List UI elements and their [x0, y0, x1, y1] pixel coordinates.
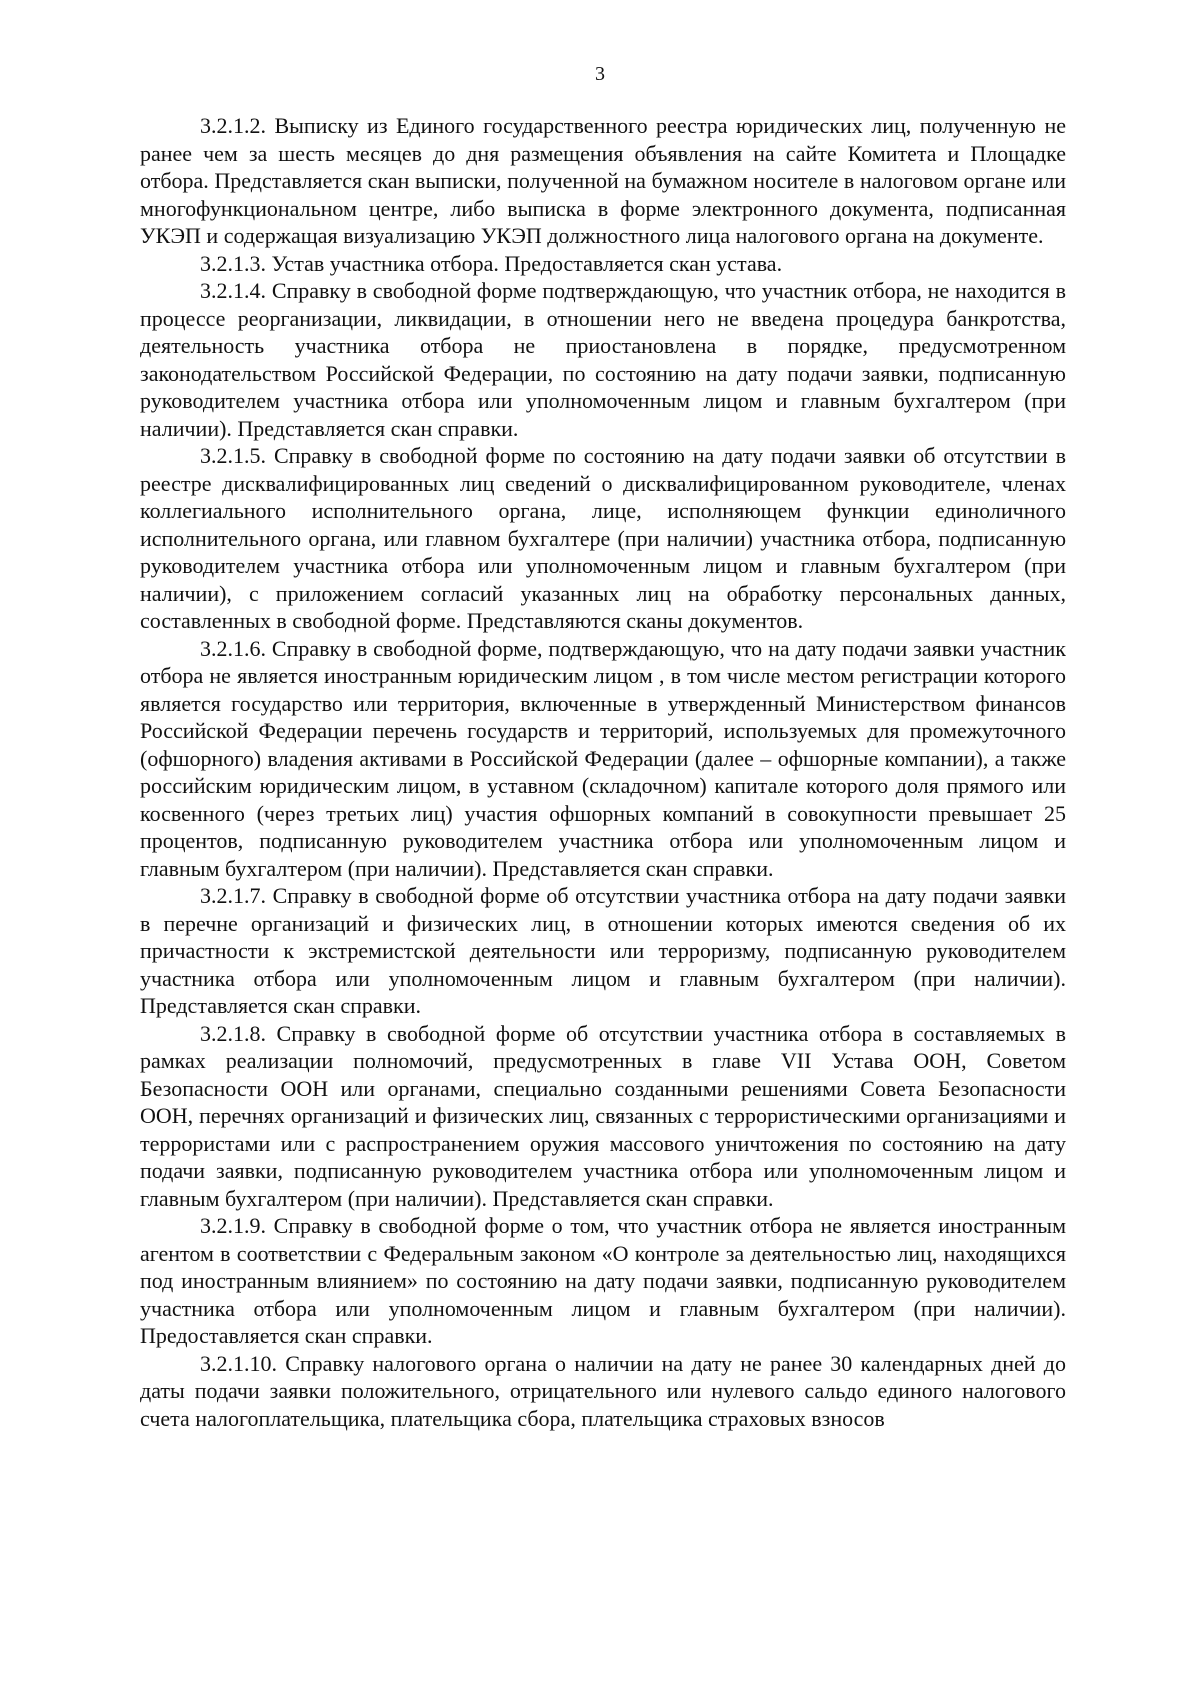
paragraph-3-2-1-5: 3.2.1.5. Справку в свободной форме по состоянию на дату подачи заявки об отсутствии в реестре дисквалифицированных лиц сведений о дисквалифицированном руководителе, членах коллегиального исполнительного органа, лице, исполняющем функции единоличного исполнительного органа, или главном бухгалтере (при наличии) участника отбора, подписанную руководителем участника отбора или уполномоченным лицом и главным бухгалтером (при наличии), с приложением согласий указанных лиц на обработку персональных данных, составленных в свободной форме. Представляются сканы документов.: [140, 443, 1066, 633]
paragraph-3-2-1-8: 3.2.1.8. Справку в свободной форме об отсутствии участника отбора в составляемых в рамках реализации полномочий, предусмотренных в главе VII Устава ООН, Советом Безопасности ООН или органами, специально созданными решениями Совета Безопасности ООН, перечнях организаций и физических лиц, связанных с террористическими организациями и террористами или с распространением оружия массового уничтожения по состоянию на дату подачи заявки, подписанную руководителем участника отбора или уполномоченным лицом и главным бухгалтером (при наличии). Представляется скан справки.: [140, 1020, 1066, 1211]
page-number: 3: [595, 63, 605, 85]
paragraph-3-2-1-6: 3.2.1.6. Справку в свободной форме, подтверждающую, что на дату подачи заявки участник отбора не является иностранным юридическим лицом , в том числе местом регистрации которого является государство или территория, включенные в утвержденный Министерством финансов Российской Федерации перечень государств и территорий, используемых для промежуточного (офшорного) владения активами в Российской Федерации (далее – офшорные компании), а также российским юридическим лицом, в уставном (складочном) капитале которого доля прямого или косвенного (через третьих лиц) участия офшорных компаний в совокупности превышает 25 процентов, подписанную руководителем участника отбора или уполномоченным лицом и главным бухгалтером (при наличии). Представляется скан справки.: [140, 635, 1066, 881]
paragraph-3-2-1-9: 3.2.1.9. Справку в свободной форме о том, что участник отбора не является иностранным агентом в соответствии с Федеральным законом «О контроле за деятельностью лиц, находящихся под иностранным влиянием» по состоянию на дату подачи заявки, подписанную руководителем участника отбора или уполномоченным лицом и главным бухгалтером (при наличии). Предоставляется скан справки.: [140, 1213, 1066, 1348]
paragraph-3-2-1-4: 3.2.1.4. Справку в свободной форме подтверждающую, что участник отбора, не находится в процессе реорганизации, ликвидации, в отношении него не введена процедура банкротства, деятельность участника отбора не приостановлена в порядке, предусмотренном законодательством Российской Федерации, по состоянию на дату подачи заявки, подписанную руководителем участника отбора или уполномоченным лицом и главным бухгалтером (при наличии). Представляется скан справки.: [140, 278, 1066, 441]
paragraph-3-2-1-2: 3.2.1.2. Выписку из Единого государственного реестра юридических лиц, полученную не ранее чем за шесть месяцев до дня размещения объявления на сайте Комитета и Площадке отбора. Представляется скан выписки, полученной на бумажном носителе в налоговом органе или многофункциональном центре, либо выписка в форме электронного документа, подписанная УКЭП и содержащая визуализацию УКЭП должностного лица налогового органа на документе.: [140, 113, 1066, 248]
paragraph-3-2-1-3: 3.2.1.3. Устав участника отбора. Предоставляется скан устава.: [200, 250, 783, 276]
paragraph-3-2-1-10: 3.2.1.10. Справку налогового органа о наличии на дату не ранее 30 календарных дней до даты подачи заявки положительного, отрицательного или нулевого сальдо единого налогового счета налогоплательщика, плательщика сбора, плательщика страховых взносов: [140, 1350, 1066, 1431]
document-body: [140, 112, 1066, 1432]
paragraph-3-2-1-7: 3.2.1.7. Справку в свободной форме об отсутствии участника отбора на дату подачи заявки в перечне организаций и физических лиц, в отношении которых имеются сведения об их причастности к экстремистской деятельности или терроризму, подписанную руководителем участника отбора или уполномоченным лицом и главным бухгалтером (при наличии). Представляется скан справки.: [140, 883, 1066, 1018]
